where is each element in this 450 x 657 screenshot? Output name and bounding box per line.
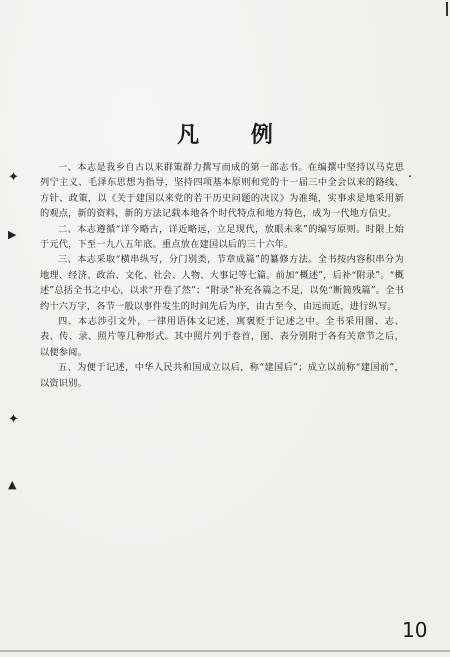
- binding-hole-mark: ✦: [8, 412, 19, 427]
- binding-triangle-mark: ▲: [8, 478, 17, 491]
- margin-dot-mark: ·: [408, 170, 413, 185]
- body-text: [40, 160, 404, 391]
- paragraph-3: 三、本志采取“横串纵写，分门别类，节章成篇”的纂修方法。全书按内容积串分为地理、经济、政治、文化、社会、人物、大事记等七篇。前加“概述”，后补“附录”。“概述”总括全书之中心，以求“开卷了然”；“附录”补充各篇之不足，以免“断简残篇”。全书约十六万字，各节一般以事件发生的时间先后为序，由古至今，由远而近，进行纵写。: [40, 254, 404, 312]
- paragraph-4: 四、本志涉引文外，一律用语体文记述，寓褒贬于记述之中。全书采用图、志、表、传、录、照片等几种形式。其中照片列于卷首，图、表分别附于各有关章节之后，以便参阅。: [40, 316, 404, 358]
- page-title: 凡 例: [177, 122, 295, 148]
- paragraph-5: 五、为便于记述，中华人民共和国成立以后，称“建国后”；成立以前称“建国前”，以资识别。: [40, 362, 404, 389]
- binding-hole-mark: ✦: [8, 170, 19, 185]
- page-number: 10: [402, 618, 428, 642]
- paragraph-2: 二、本志遵循“详今略古，详近略远，立足现代，放眼未来”的编写原则。时限上始于元代，下至一九八五年底。重点放在建国以后的三十六年。: [40, 223, 404, 251]
- binding-triangle-mark: ▶: [8, 228, 17, 241]
- paragraph-1: 一、本志是我乡自古以来群策群力撰写而成的第一部志书。在编撰中坚持以马克思列宁主义、毛泽东思想为指导，坚持四项基本原则和党的十一届三中全会以来的路线、方针、政策，以《关于建国以来党的若干历史问题的决议》为准绳，实事求是地采用新的观点，新的资料，新的方法记载本地各个时代特点和地方特色，成为一代地方信史。: [40, 162, 404, 220]
- page-corner-mark: [438, 2, 448, 16]
- page-bottom-edge: [0, 650, 450, 652]
